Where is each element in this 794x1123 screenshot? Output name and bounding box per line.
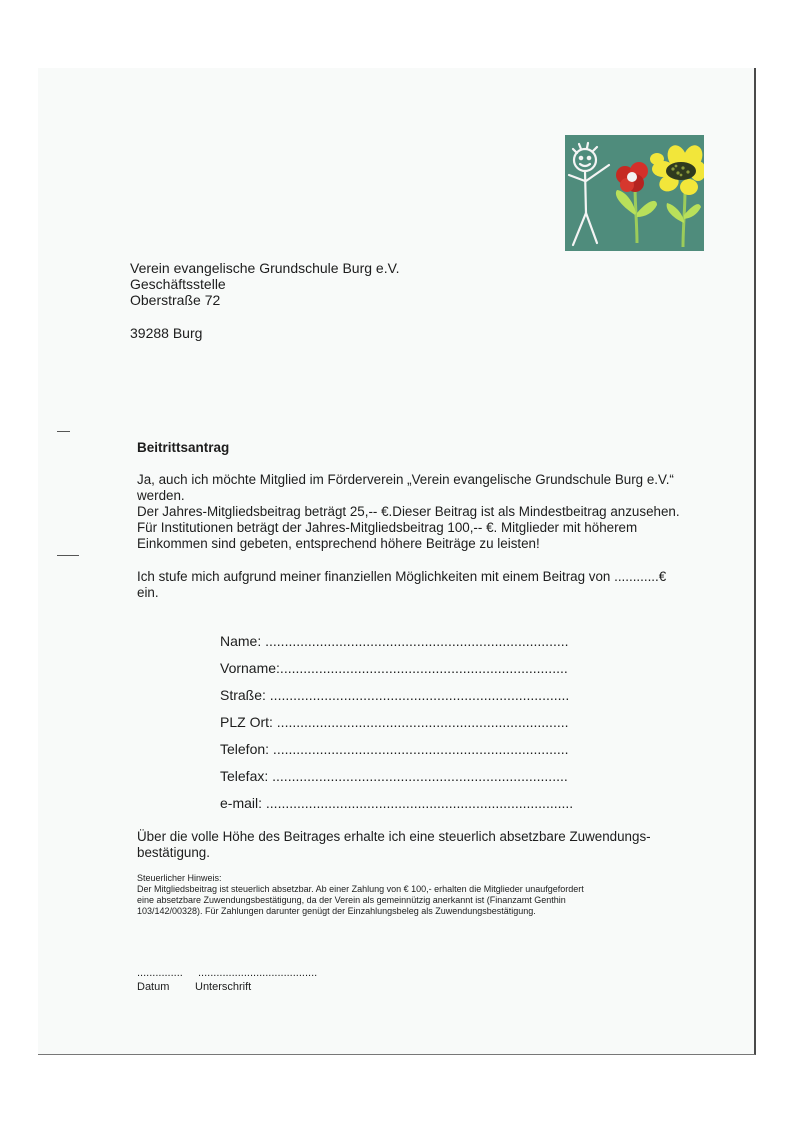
date-dots[interactable]: ............... — [137, 967, 183, 979]
sender-street: Oberstraße 72 — [130, 292, 221, 308]
confirm-line-2: bestätigung. — [137, 845, 210, 860]
telefax-field[interactable]: Telefax: ............................................................................ — [220, 768, 568, 784]
amount-line-2: ein. — [137, 585, 159, 600]
confirm-line-1: Über die volle Höhe des Beitrages erhalte ich eine steuerlich absetzbare Zuwendungs- — [137, 829, 651, 844]
intro-line-2: werden. — [137, 488, 185, 503]
fold-mark — [57, 431, 70, 432]
sender-office: Geschäftsstelle — [130, 276, 226, 292]
strasse-field[interactable]: Straße: ............................................................................. — [220, 687, 570, 703]
fee-line-1: Der Jahres-Mitgliedsbeitrag beträgt 25,-- €.Dieser Beitrag ist als Mindestbeitrag anzusehen. — [137, 504, 680, 519]
tax-line-2: eine absetzbare Zuwendungsbestätigung, da der Verein als gemeinnützig anerkannt ist (Finanzamt Genthin — [137, 895, 566, 905]
intro-line-1: Ja, auch ich möchte Mitglied im Förderverein „Verein evangelische Grundschule Burg e.V.“ — [137, 472, 674, 487]
email-field[interactable]: e-mail: ............................................................................... — [220, 795, 574, 811]
sender-name: Verein evangelische Grundschule Burg e.V. — [130, 260, 400, 276]
amount-line-1: Ich stufe mich aufgrund meiner finanziellen Möglichkeiten mit einem Beitrag von ............€ — [137, 569, 667, 584]
date-label: Datum — [137, 981, 170, 993]
tax-line-3: 103/142/00328). Für Zahlungen darunter genügt der Einzahlungsbeleg als Zuwendungsbestätigung. — [137, 906, 536, 916]
punch-mark — [57, 555, 79, 556]
vorname-field[interactable]: Vorname:.......................................................................... — [220, 660, 568, 676]
telefon-field[interactable]: Telefon: ............................................................................ — [220, 741, 569, 757]
plz-ort-field[interactable]: PLZ Ort: ........................................................................... — [220, 714, 569, 730]
form-title: Beitrittsantrag — [137, 440, 230, 455]
name-field[interactable]: Name: .............................................................................. — [220, 633, 569, 649]
fee-line-2: Für Institutionen beträgt der Jahres-Mitgliedsbeitrag 100,-- €. Mitglieder mit höherem — [137, 520, 638, 535]
signature-label: Unterschrift — [195, 981, 252, 993]
signature-dots[interactable]: ....................................... — [198, 967, 318, 979]
fee-line-3: Einkommen sind gebeten, entsprechend höhere Beiträge zu leisten! — [137, 536, 540, 551]
tax-heading: Steuerlicher Hinweis: — [137, 873, 222, 883]
sender-city: 39288 Burg — [130, 325, 203, 341]
school-logo — [565, 135, 704, 251]
tax-line-1: Der Mitgliedsbeitrag ist steuerlich absetzbar. Ab einer Zahlung von € 100,- erhalten die Mitglieder unaufgefordert — [137, 884, 584, 894]
child-drawing-stickfigure-flowers-icon — [565, 135, 704, 251]
